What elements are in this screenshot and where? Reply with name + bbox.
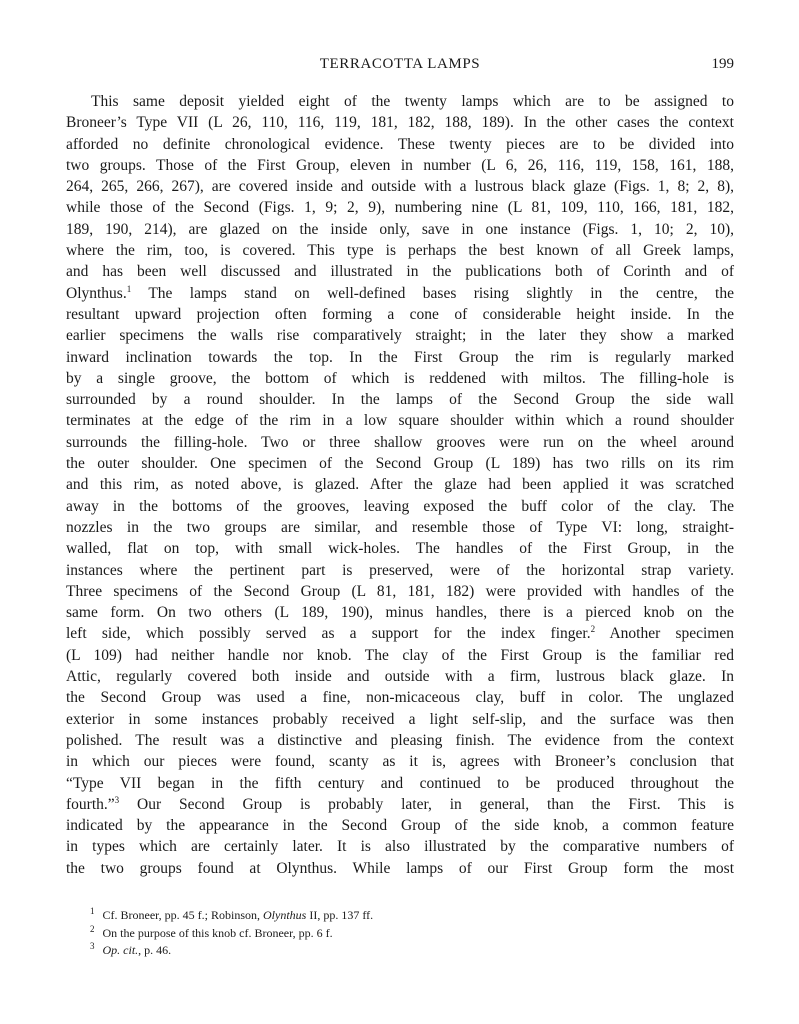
running-header xyxy=(66,56,734,78)
text-line: afforded no definite chronological evidence. These twenty pieces are to be divided into xyxy=(66,135,734,153)
line-rest: Our Second Group is probably later, in general, than the First. This is xyxy=(137,795,734,813)
text-line: and has been well discussed and illustrated in the publications both of Corinth and of xyxy=(66,263,734,281)
footnote-1: $^1$ Cf. Broneer, pp. 45 f.; Robinson, Olynthus II, pp. 137 ff. xyxy=(90,906,374,922)
text-line: 264, 265, 266, 267), are covered inside and outside with a lustrous black glaze (Figs. 1, 8; 2, 8), xyxy=(66,178,734,196)
page-number: 199 xyxy=(711,56,734,72)
running-title: TERRACOTTA LAMPS xyxy=(319,56,481,72)
text-line: resultant upward projection often forming a cone of considerable height inside. In the xyxy=(66,305,734,323)
text-line: where the rim, too, is covered. This type is perhaps the best known of all Greek lamps, xyxy=(66,242,734,260)
text-line: the Second Group was used a fine, non-micaceous clay, buff in color. The unglazed xyxy=(66,689,734,707)
footnote-marker: 3 xyxy=(90,941,95,951)
footnotes xyxy=(90,907,730,960)
footnote-ref-3: 3 xyxy=(114,794,120,805)
text-line: earlier specimens the walls rise comparatively straight; in the later they show a marked xyxy=(66,327,734,345)
text-line: away in the bottoms of the grooves, leaving exposed the buff color of the clay. The xyxy=(66,497,734,515)
text-line: inward inclination towards the top. In the First Group the rim is regularly marked xyxy=(66,348,734,366)
text-line-with-footnote xyxy=(66,794,734,815)
body-text xyxy=(66,91,734,879)
text-line: polished. The result was a distinctive and pleasing finish. The evidence from the context xyxy=(66,731,734,749)
text-line: the two groups found at Olynthus. While lamps of our First Group form the most xyxy=(66,859,734,877)
footnote-2: $^2$ On the purpose of this knob cf. Broneer, pp. 6 f. xyxy=(90,923,333,940)
text-line: while those of the Second (Figs. 1, 9; 2, 9), numbering nine (L 81, 109, 110, 166, 181, 182, xyxy=(66,199,734,217)
text-line: indicated by the appearance in the Second Group of the side knob, a common feature xyxy=(66,817,734,835)
line-start: Olynthus. xyxy=(66,284,127,302)
text-line: surrounds the filling-hole. Two or three shallow grooves were run on the wheel around xyxy=(66,433,734,451)
text-line-with-footnote xyxy=(66,623,734,644)
text-line: by a single groove, the bottom of which is reddened with miltos. The filling-hole is xyxy=(66,369,734,387)
text-line: “Type VII began in the fifth century and continued to be produced throughout the xyxy=(66,774,734,792)
text-line: This same deposit yielded eight of the twenty lamps which are to be assigned to xyxy=(91,93,734,110)
text-line: in types which are certainly later. It is also illustrated by the comparative numbers of xyxy=(66,838,734,856)
text-line: same form. On two others (L 189, 190), minus handles, there is a pierced knob on the xyxy=(66,604,734,622)
text-line: two groups. Those of the First Group, eleven in number (L 6, 26, 116, 119, 158, 161, 188, xyxy=(66,156,734,174)
text-line: in which our pieces were found, scanty as it is, agrees with Broneer’s conclusion that xyxy=(66,753,734,771)
line-rest: Another specimen xyxy=(609,625,734,643)
footnote-3: $^3$ Op. cit., p. 46. xyxy=(90,941,172,957)
text-line: and this rim, as noted above, is glazed. After the glaze had been applied it was scratched xyxy=(66,476,734,494)
footnote-marker: 1 xyxy=(90,906,95,916)
text-line: terminates at the edge of the rim in a low square shoulder within which a round shoulder xyxy=(66,412,734,430)
line-start: left side, which possibly served as a support for the index finger. xyxy=(66,625,591,643)
footnote-ref-2: 2 xyxy=(590,624,596,635)
text-line: Broneer’s Type VII (L 26, 110, 116, 119, 181, 182, 188, 189). In the other cases the context xyxy=(66,114,734,132)
footnote-marker: 2 xyxy=(90,923,95,934)
text-line: instances where the pertinent part is preserved, were of the horizontal strap variety. xyxy=(66,561,734,579)
text-line: walled, flat on top, with small wick-holes. The handles of the First Group, in the xyxy=(66,540,734,558)
text-line: the outer shoulder. One specimen of the Second Group (L 189) has two rills on its rim xyxy=(66,455,734,473)
text-line-with-footnote xyxy=(66,283,734,304)
text-line: Attic, regularly covered both inside and outside with a firm, lustrous black glaze. In xyxy=(66,668,734,686)
text-line: surrounded by a round shoulder. In the lamps of the Second Group the side wall xyxy=(66,391,734,409)
text-line: 189, 190, 214), are glazed on the inside only, save in one instance (Figs. 1, 10; 2, 10), xyxy=(66,220,734,238)
text-line: (L 109) had neither handle nor knob. The clay of the First Group is the familiar red xyxy=(66,646,734,664)
line-rest: The lamps stand on well-defined bases rising slightly in the centre, the xyxy=(148,284,734,302)
text-line: Three specimens of the Second Group (L 81, 181, 182) were provided with handles of the xyxy=(66,582,734,600)
footnote-ref-1: 1 xyxy=(126,283,132,294)
text-line: nozzles in the two groups are similar, and resemble those of Type VI: long, straight- xyxy=(66,518,734,536)
text-line: exterior in some instances probably received a light self-slip, and the surface was then xyxy=(66,710,734,728)
line-start: fourth.” xyxy=(66,795,115,813)
